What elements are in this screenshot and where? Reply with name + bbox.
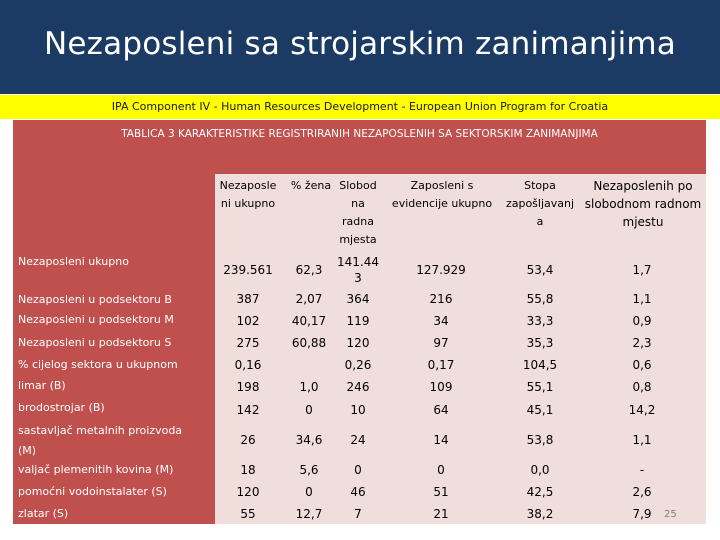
row-label: (M) xyxy=(18,444,37,457)
table-cell: 38,2 xyxy=(526,507,554,521)
table-cell: 120 xyxy=(236,485,260,499)
column-header-vacancies: Slobod na radna mjesta xyxy=(339,179,377,246)
table-cell: 0 xyxy=(305,485,313,499)
table-cell: 1,1 xyxy=(632,433,652,447)
row-label: Nezaposleni u podsektoru B xyxy=(18,293,172,306)
table-cell: 18 xyxy=(240,463,256,477)
row-label: Nezaposleni u podsektoru S xyxy=(18,336,172,349)
row-label: valjač plemenitih kovina (M) xyxy=(18,463,174,476)
page-number: 25 xyxy=(664,509,677,520)
table-cell: 34,6 xyxy=(295,433,323,447)
column-header-unemployed-total: Nezaposle ni ukupno xyxy=(219,179,277,210)
table-cell: 102 xyxy=(236,314,260,328)
row-label: Nezaposleni ukupno xyxy=(18,255,129,268)
table-title: TABLICA 3 KARAKTERISTIKE REGISTRIRANIH NEZAPOSLENIH SA SEKTORSKIM ZANIMANJIMA xyxy=(121,128,598,140)
table-cell: 7,9 xyxy=(632,507,652,521)
column-header-women-percent: % žena xyxy=(290,179,332,192)
table-cell: 2,6 xyxy=(632,485,652,499)
table-cell: 0 xyxy=(305,403,313,417)
table-cell: 35,3 xyxy=(526,336,554,350)
table-cell: 141.44 3 xyxy=(337,255,379,285)
table-cell: 53,8 xyxy=(526,433,554,447)
table-cell: 2,3 xyxy=(632,336,652,350)
table-cell: 45,1 xyxy=(526,403,554,417)
row-label: pomoćni vodoinstalater (S) xyxy=(18,485,167,498)
table-cell: 2,07 xyxy=(295,292,323,306)
row-label: Nezaposleni u podsektoru M xyxy=(18,313,174,326)
table-cell: 246 xyxy=(346,380,370,394)
table-cell: 5,6 xyxy=(299,463,319,477)
table-cell: 24 xyxy=(350,433,366,447)
table-cell: 26 xyxy=(240,433,256,447)
column-header-unemployed-per-vacancy: Nezaposlenih po slobodnom radnom mjestu xyxy=(584,179,702,229)
table-cell: 216 xyxy=(429,292,453,306)
table-cell: 42,5 xyxy=(526,485,554,499)
table-cell: 109 xyxy=(429,380,453,394)
table-cell: 53,4 xyxy=(526,263,554,277)
row-label: brodostrojar (B) xyxy=(18,401,105,414)
table-cell: 14,2 xyxy=(628,403,656,417)
table-cell: 46 xyxy=(350,485,366,499)
table-cell: 1,0 xyxy=(299,380,319,394)
table-cell: 0,6 xyxy=(632,358,652,372)
table-cell: 1,1 xyxy=(632,292,652,306)
table-cell: 55,8 xyxy=(526,292,554,306)
table-cell: 0,26 xyxy=(344,358,372,372)
table-cell: 127.929 xyxy=(416,263,466,277)
table-cell: 64 xyxy=(433,403,449,417)
table-cell: 275 xyxy=(236,336,260,350)
table-cell: 239.561 xyxy=(223,263,273,277)
table-cell: 0,9 xyxy=(632,314,652,328)
row-label: zlatar (S) xyxy=(18,507,69,520)
table-cell: 0 xyxy=(354,463,362,477)
table-cell: 7 xyxy=(354,507,362,521)
table-cell: 0 xyxy=(437,463,445,477)
table-cell: 55 xyxy=(240,507,256,521)
table-cell: 60,88 xyxy=(291,336,327,350)
table-cell: 55,1 xyxy=(526,380,554,394)
table-cell: 104,5 xyxy=(522,358,558,372)
row-label: limar (B) xyxy=(18,379,66,392)
table-cell: - xyxy=(639,463,645,477)
table-cell: 0,16 xyxy=(234,358,262,372)
program-banner: IPA Component IV - Human Resources Development - European Union Program for Croatia xyxy=(0,95,720,119)
table-cell: 62,3 xyxy=(295,263,323,277)
table-cell: 97 xyxy=(433,336,449,350)
table-cell: 12,7 xyxy=(295,507,323,521)
table-cell: 33,3 xyxy=(526,314,554,328)
table-cell: 34 xyxy=(433,314,449,328)
table-cell: 198 xyxy=(236,380,260,394)
table-cell: 0,8 xyxy=(632,380,652,394)
column-header-employment-rate: Stopa zapošljavanj a xyxy=(505,179,575,228)
table-cell: 364 xyxy=(346,292,370,306)
row-label: % cijelog sektora u ukupnom xyxy=(18,358,178,371)
table-cell: 10 xyxy=(350,403,366,417)
table-cell: 14 xyxy=(433,433,449,447)
table-cell: 119 xyxy=(346,314,370,328)
row-label: sastavljač metalnih proizvoda xyxy=(18,424,183,437)
table-cell: 0,17 xyxy=(427,358,455,372)
table-cell: 51 xyxy=(433,485,449,499)
table-cell: 21 xyxy=(433,507,449,521)
table-cell: 142 xyxy=(236,403,260,417)
table-cell: 40,17 xyxy=(291,314,327,328)
table-cell: 0,0 xyxy=(530,463,550,477)
column-header-employed-from-register: Zaposleni s evidencije ukupno xyxy=(391,179,493,210)
table-cell: 120 xyxy=(346,336,370,350)
slide-title: Nezaposleni sa strojarskim zanimanjima xyxy=(44,26,676,62)
table-cell: 1,7 xyxy=(632,263,652,277)
table-cell: 387 xyxy=(236,292,260,306)
table-title-bar xyxy=(13,120,706,174)
